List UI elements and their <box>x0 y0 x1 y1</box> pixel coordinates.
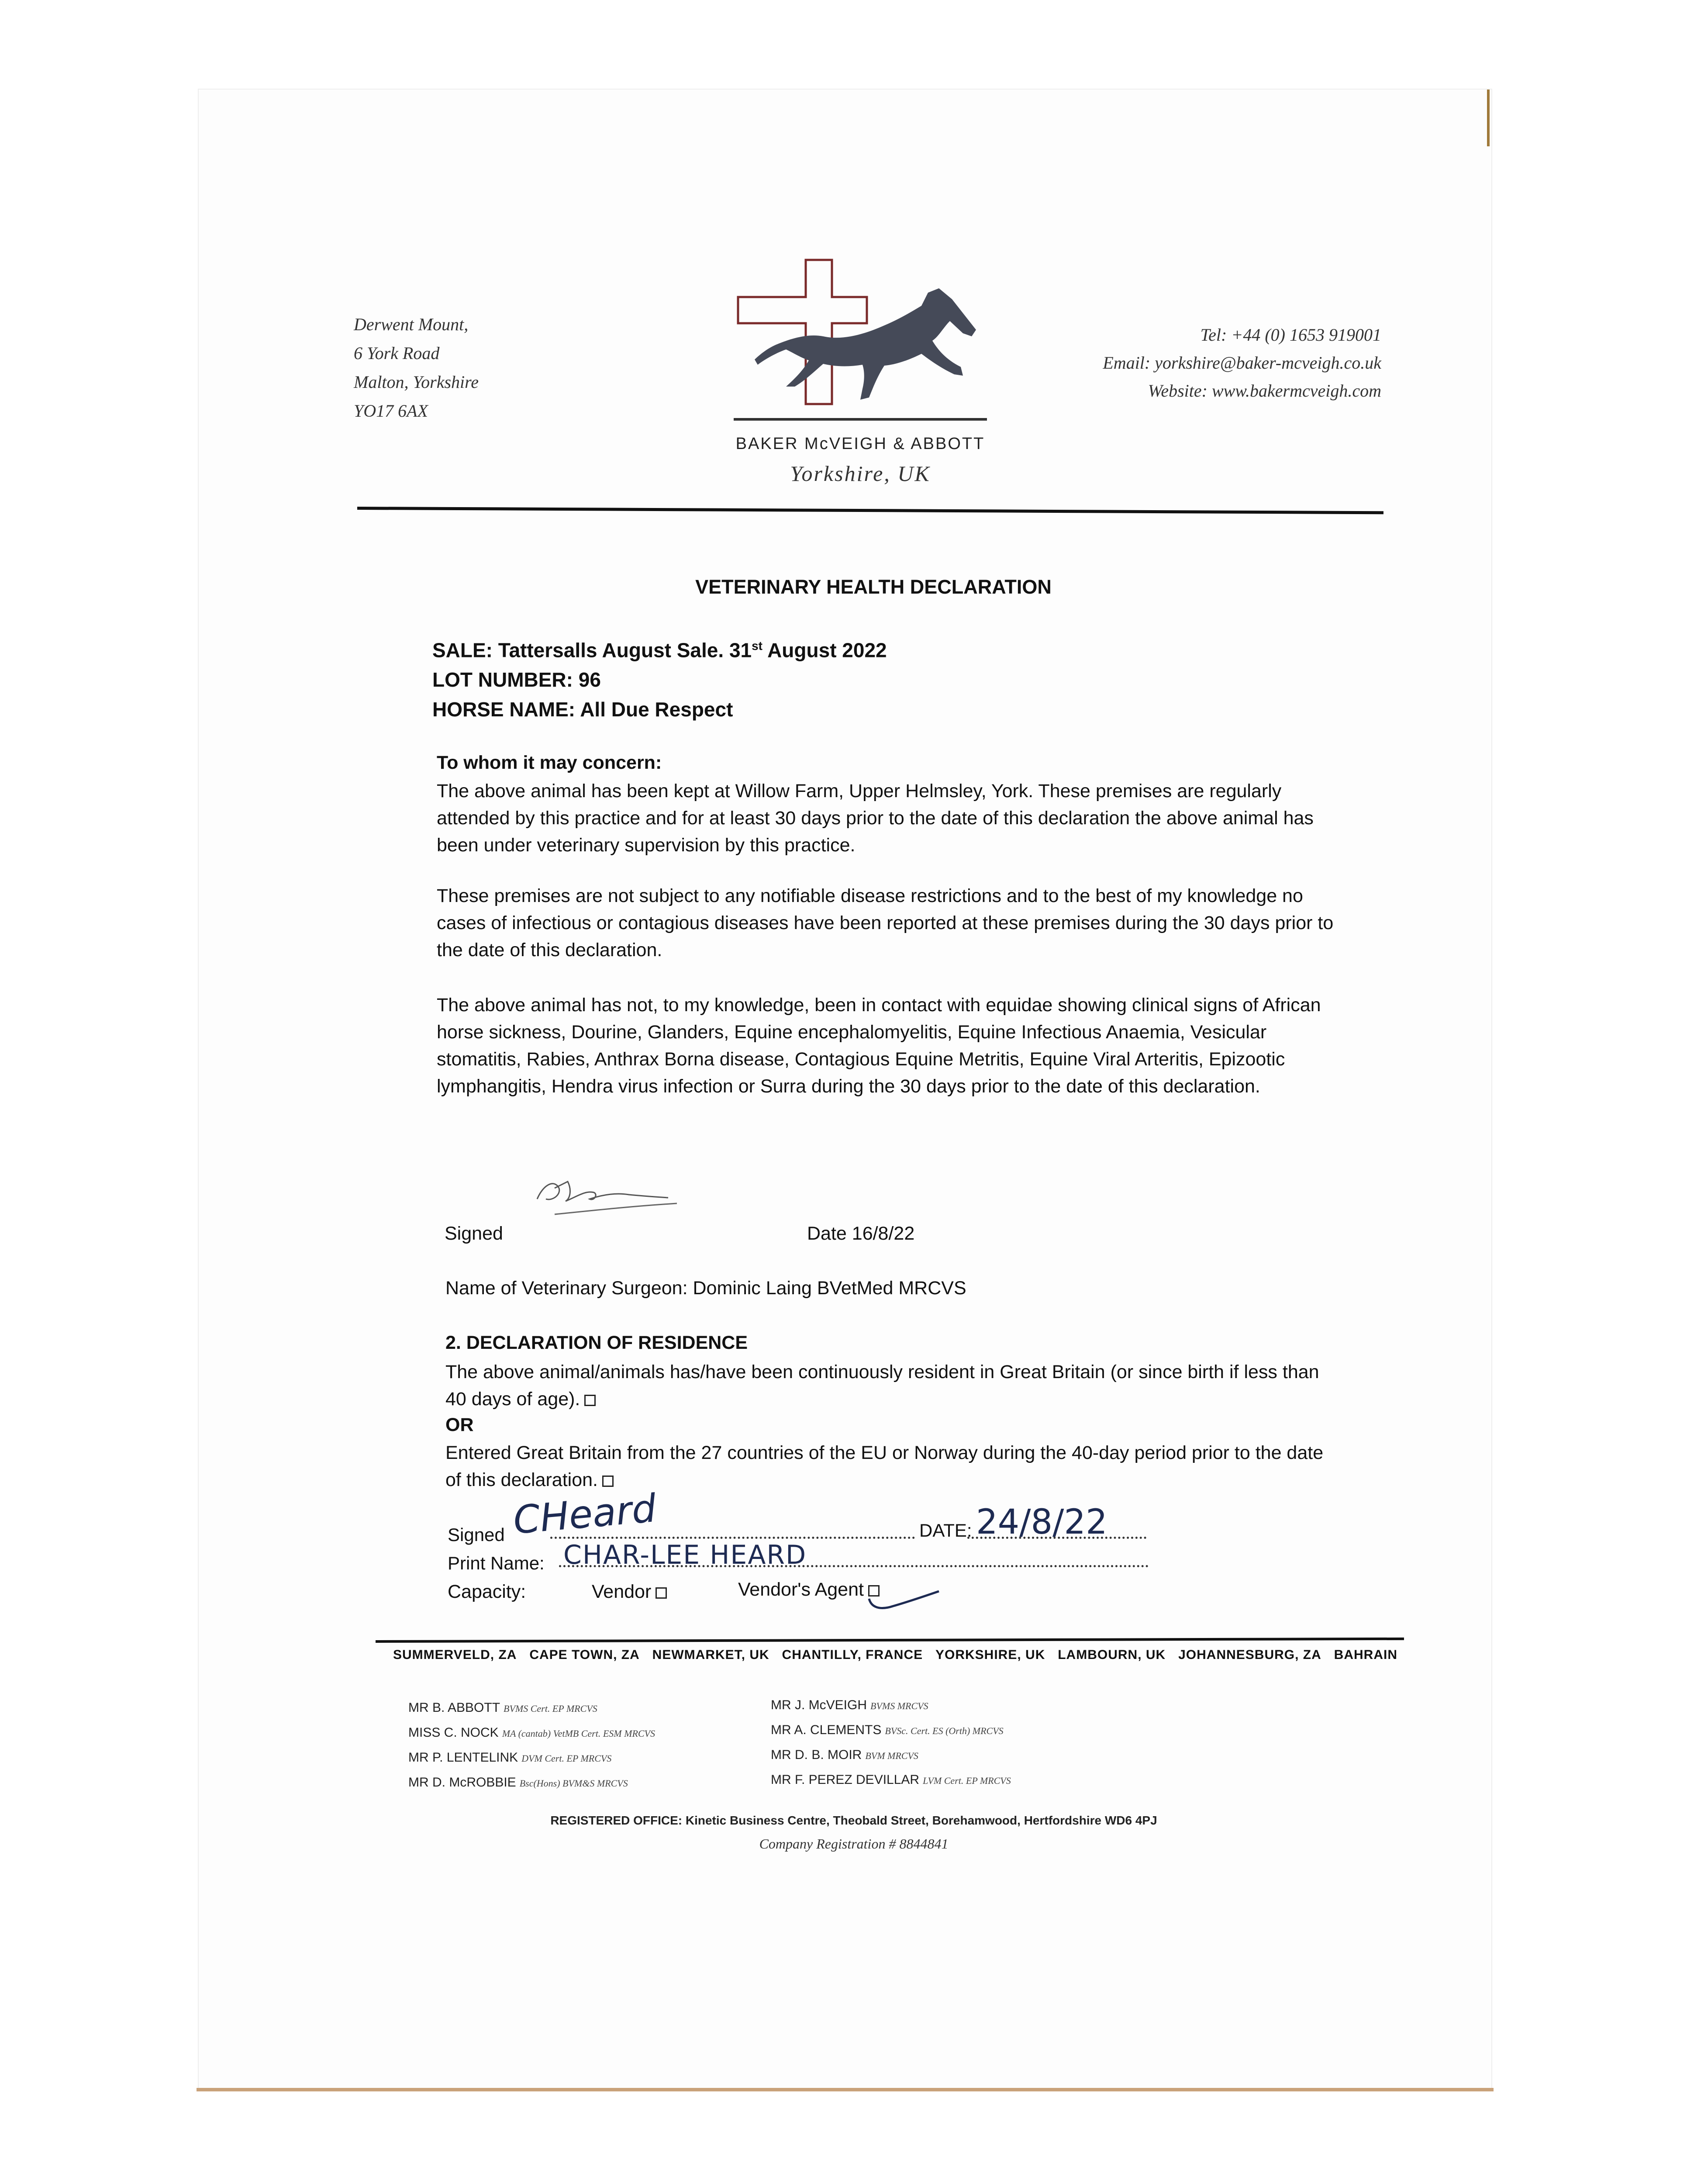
residence-option-text: Entered Great Britain from the 27 countries of the EU or Norway during the 40-day period prior to the date of this declaration. <box>445 1442 1324 1490</box>
address-line: Derwent Mount, <box>354 314 469 334</box>
partner-name: MR A. CLEMENTS <box>771 1723 882 1737</box>
website-url: Website: www.bakermcveigh.com <box>1148 381 1381 401</box>
firm-location: Yorkshire, UK <box>790 461 931 486</box>
checkbox-entered-gb[interactable] <box>602 1476 614 1487</box>
tick-mark-icon <box>867 1579 941 1614</box>
handwritten-print-name: CHAR-LEE HEARD <box>563 1540 807 1570</box>
location-item: CAPE TOWN, ZA <box>529 1648 640 1662</box>
sale-details <box>432 631 887 724</box>
vendor-label: Vendor <box>592 1581 652 1602</box>
location-item: CHANTILLY, FRANCE <box>782 1648 923 1662</box>
sale-line <box>432 631 887 665</box>
location-item: JOHANNESBURG, ZA <box>1178 1648 1321 1662</box>
partner-entry <box>771 1693 1011 1718</box>
partner-qualifications: BVM MRCVS <box>865 1750 918 1761</box>
partner-name: MR J. McVEIGH <box>771 1698 867 1712</box>
veterinary-surgeon-name: Name of Veterinary Surgeon: Dominic Laing BVetMed MRCVS <box>445 1278 966 1299</box>
location-item: SUMMERVELD, ZA <box>393 1648 517 1662</box>
partner-entry <box>408 1721 655 1745</box>
residence-option-text: The above animal/animals has/have been continuously resident in Great Britain (or since birth if less than 40 days of age). <box>445 1362 1319 1410</box>
partner-entry <box>771 1743 1011 1768</box>
signature-date: Date 16/8/22 <box>807 1223 915 1244</box>
partner-qualifications: DVM Cert. EP MRCVS <box>521 1753 612 1764</box>
sale-suffix: August 2022 <box>762 639 887 662</box>
partner-qualifications: LVM Cert. EP MRCVS <box>923 1775 1011 1786</box>
residence-heading: 2. DECLARATION OF RESIDENCE <box>445 1332 748 1353</box>
location-item: BAHRAIN <box>1334 1648 1397 1662</box>
phone-number: Tel: +44 (0) 1653 919001 <box>1200 325 1381 345</box>
lot-number: LOT NUMBER: 96 <box>432 668 601 691</box>
partner-qualifications: BVMS Cert. EP MRCVS <box>504 1703 597 1714</box>
checkbox-vendor[interactable] <box>655 1587 667 1599</box>
handwritten-signature: CHeard <box>511 1485 658 1543</box>
firm-name: BAKER McVEIGH & ABBOTT <box>735 435 985 453</box>
capacity-vendors-agent <box>738 1579 880 1600</box>
sale-ordinal: st <box>752 639 763 653</box>
vendors-agent-label: Vendor's Agent <box>738 1579 864 1600</box>
partner-name: MR F. PEREZ DEVILLAR <box>771 1773 920 1787</box>
greeting: To whom it may concern: <box>437 752 662 773</box>
practice-address <box>354 310 479 425</box>
sheet-edge-right <box>1487 90 1490 146</box>
partner-qualifications: BVMS MRCVS <box>870 1700 928 1711</box>
address-line: YO17 6AX <box>354 401 428 421</box>
location-item: YORKSHIRE, UK <box>935 1648 1045 1662</box>
partners-right-column <box>771 1693 1011 1793</box>
partner-name: MR D. McROBBIE <box>408 1775 516 1790</box>
paragraph-contact: The above animal has not, to my knowledge, been in contact with equidae showing clinical signs of African horse sickness, Dourine, Glanders, Equine encephalomyelitis, Equine Infectious Anaemia, Vesicular stomatitis, Rabies, Anthrax Borna disease, Contagious Equine Metritis, Equine Viral Arteritis, Epizootic lymphangitis, Hendra virus infection or Surra during the 30 days prior to the date of this declaration. <box>437 995 1321 1097</box>
horse-name: HORSE NAME: All Due Respect <box>432 698 733 721</box>
sale-prefix: SALE: Tattersalls August Sale. 31 <box>432 639 752 662</box>
or-label: OR <box>445 1414 474 1435</box>
capacity-vendor <box>592 1581 667 1603</box>
partner-qualifications: Bsc(Hons) BVM&S MRCVS <box>519 1778 628 1789</box>
signature-line[interactable] <box>550 1537 915 1539</box>
print-name-label: Print Name: <box>448 1553 545 1573</box>
location-item: LAMBOURN, UK <box>1058 1648 1166 1662</box>
partner-name: MR B. ABBOTT <box>408 1700 500 1715</box>
partner-entry <box>771 1768 1011 1793</box>
vet-signature <box>528 1158 694 1223</box>
registered-office: REGISTERED OFFICE: Kinetic Business Centre, Theobald Street, Borehamwood, Hertfordshire WD6 4PJ <box>550 1814 1157 1827</box>
residence-option-continuous <box>445 1358 1336 1413</box>
declarant-signed-label: Signed <box>448 1524 505 1545</box>
location-item: NEWMARKET, UK <box>652 1648 769 1662</box>
partner-name: MISS C. NOCK <box>408 1725 499 1740</box>
address-line: Malton, Yorkshire <box>354 372 479 392</box>
company-registration: Company Registration # 8844841 <box>759 1836 949 1852</box>
signed-label: Signed <box>445 1223 503 1244</box>
partners-left-column <box>408 1696 655 1795</box>
paragraph-restrictions: These premises are not subject to any notifiable disease restrictions and to the best of my knowledge no cases of infectious or contagious diseases have been reported at these premises during the 30 days prior to the date of this declaration. <box>437 885 1334 961</box>
address-line: 6 York Road <box>354 343 440 363</box>
partner-entry <box>408 1696 655 1721</box>
contact-details <box>1103 321 1381 405</box>
partner-name: MR D. B. MOIR <box>771 1748 862 1762</box>
partner-qualifications: MA (cantab) VetMB Cert. ESM MRCVS <box>502 1728 655 1739</box>
partner-name: MR P. LENTELINK <box>408 1750 518 1765</box>
partner-entry <box>771 1718 1011 1743</box>
cross-and-galloping-horse-icon <box>734 256 987 430</box>
paragraph-premises: The above animal has been kept at Willow Farm, Upper Helmsley, York. These premises are regularly attended by this practice and for at least 30 days prior to the date of this declaration the above animal has been under veterinary supervision by this practice. <box>437 781 1314 856</box>
checkbox-continuous-residence[interactable] <box>584 1395 596 1406</box>
partner-entry <box>408 1770 655 1795</box>
email-address: Email: yorkshire@baker-mcveigh.co.uk <box>1103 353 1381 373</box>
residence-option-entered <box>445 1439 1336 1493</box>
document-title: VETERINARY HEALTH DECLARATION <box>695 576 1052 598</box>
declarant-date-label: DATE: <box>919 1520 972 1541</box>
partner-entry <box>408 1745 655 1770</box>
handwritten-date: 24/8/22 <box>976 1503 1107 1542</box>
sheet-edge-bottom <box>197 2088 1494 2091</box>
partner-qualifications: BVSc. Cert. ES (Orth) MRCVS <box>885 1725 1004 1736</box>
office-locations <box>393 1648 1397 1662</box>
capacity-label: Capacity: <box>448 1581 526 1602</box>
